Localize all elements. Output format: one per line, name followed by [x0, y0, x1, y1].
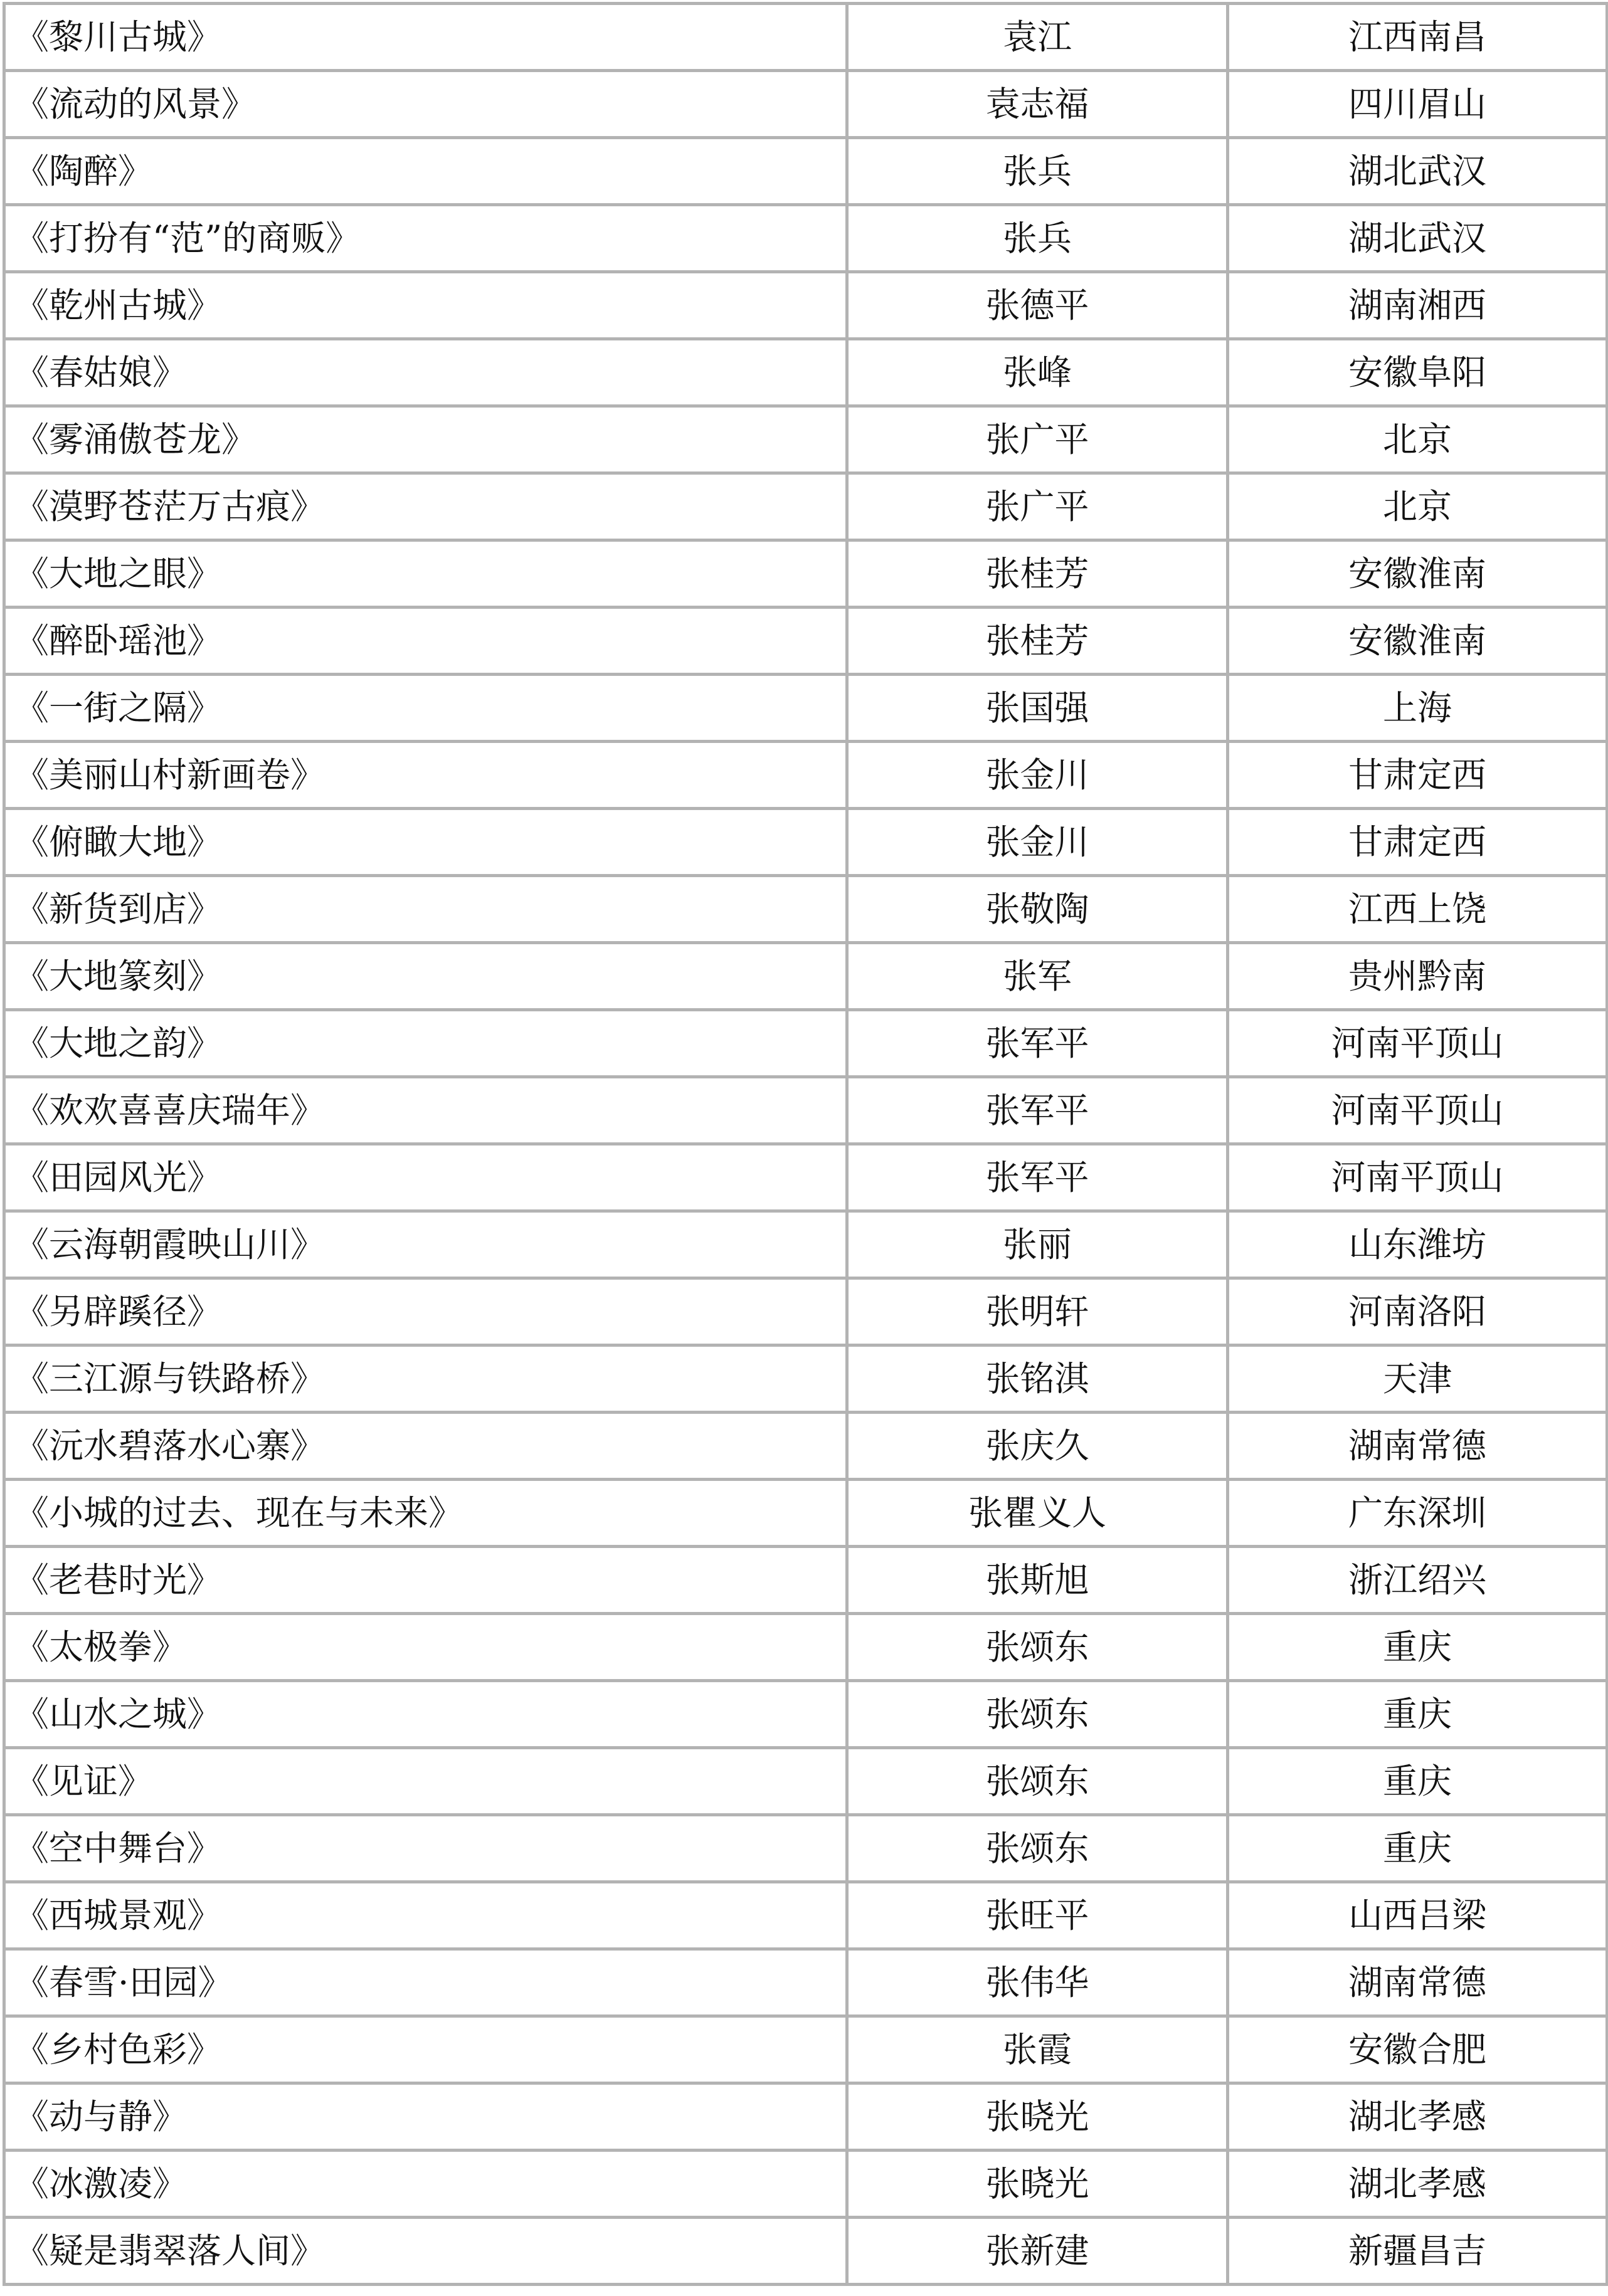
region-cell: 重庆 — [1228, 1748, 1607, 1815]
title-cell: 《漠野苍茫万古痕》 — [4, 473, 847, 540]
author-cell: 张桂芳 — [847, 608, 1228, 675]
region-cell: 安徽淮南 — [1228, 608, 1607, 675]
region-cell: 安徽阜阳 — [1228, 339, 1607, 406]
region-cell: 河南平顶山 — [1228, 1010, 1607, 1077]
author-cell: 张兵 — [847, 205, 1228, 272]
table-row — [4, 71, 1607, 138]
region-cell: 浙江绍兴 — [1228, 1547, 1607, 1614]
title-cell: 《田园风光》 — [4, 1144, 847, 1211]
table-row — [4, 1278, 1607, 1345]
title-cell: 《乡村色彩》 — [4, 2016, 847, 2083]
title-cell: 《见证》 — [4, 1748, 847, 1815]
title-cell: 《疑是翡翠落人间》 — [4, 2218, 847, 2285]
author-cell: 张广平 — [847, 473, 1228, 540]
title-cell: 《流动的风景》 — [4, 71, 847, 138]
author-cell: 张丽 — [847, 1211, 1228, 1278]
title-cell: 《太极拳》 — [4, 1614, 847, 1681]
title-cell: 《冰激凌》 — [4, 2151, 847, 2218]
title-cell: 《沅水碧落水心寨》 — [4, 1413, 847, 1480]
table-row — [4, 608, 1607, 675]
author-cell: 张晓光 — [847, 2151, 1228, 2218]
author-cell: 张明轩 — [847, 1278, 1228, 1345]
table-row — [4, 1345, 1607, 1413]
region-cell: 江西南昌 — [1228, 4, 1607, 71]
region-cell: 安徽合肥 — [1228, 2016, 1607, 2083]
author-cell: 张颂东 — [847, 1614, 1228, 1681]
table-row — [4, 1010, 1607, 1077]
region-cell: 湖南常德 — [1228, 1413, 1607, 1480]
region-cell: 江西上饶 — [1228, 876, 1607, 943]
region-cell: 天津 — [1228, 1345, 1607, 1413]
region-cell: 安徽淮南 — [1228, 540, 1607, 608]
title-cell: 《乾州古城》 — [4, 272, 847, 339]
region-cell: 广东深圳 — [1228, 1480, 1607, 1547]
table-row — [4, 1949, 1607, 2016]
author-cell: 袁江 — [847, 4, 1228, 71]
table-row — [4, 1077, 1607, 1144]
table-row — [4, 1547, 1607, 1614]
title-cell: 《打扮有“范”的商贩》 — [4, 205, 847, 272]
title-cell: 《醉卧瑶池》 — [4, 608, 847, 675]
title-cell: 《云海朝霞映山川》 — [4, 1211, 847, 1278]
table-row — [4, 2016, 1607, 2083]
region-cell: 贵州黔南 — [1228, 943, 1607, 1010]
title-cell: 《大地之眼》 — [4, 540, 847, 608]
region-cell: 甘肃定西 — [1228, 809, 1607, 876]
table-row — [4, 339, 1607, 406]
author-cell: 张军平 — [847, 1077, 1228, 1144]
author-cell: 张金川 — [847, 809, 1228, 876]
author-cell: 张德平 — [847, 272, 1228, 339]
region-cell: 北京 — [1228, 406, 1607, 473]
region-cell: 湖南湘西 — [1228, 272, 1607, 339]
author-cell: 张军平 — [847, 1144, 1228, 1211]
region-cell: 河南平顶山 — [1228, 1077, 1607, 1144]
table-row — [4, 809, 1607, 876]
table-row — [4, 205, 1607, 272]
title-cell: 《美丽山村新画卷》 — [4, 742, 847, 809]
author-cell: 张国强 — [847, 675, 1228, 742]
region-cell: 湖北孝感 — [1228, 2083, 1607, 2151]
title-cell: 《欢欢喜喜庆瑞年》 — [4, 1077, 847, 1144]
title-cell: 《空中舞台》 — [4, 1815, 847, 1882]
author-cell: 张军平 — [847, 1010, 1228, 1077]
title-cell: 《新货到店》 — [4, 876, 847, 943]
table-row — [4, 876, 1607, 943]
table-row — [4, 2151, 1607, 2218]
title-cell: 《老巷时光》 — [4, 1547, 847, 1614]
table-row — [4, 742, 1607, 809]
author-cell: 袁志福 — [847, 71, 1228, 138]
region-cell: 上海 — [1228, 675, 1607, 742]
region-cell: 河南平顶山 — [1228, 1144, 1607, 1211]
author-cell: 张旺平 — [847, 1882, 1228, 1949]
author-cell: 张金川 — [847, 742, 1228, 809]
title-cell: 《雾涌傲苍龙》 — [4, 406, 847, 473]
region-cell: 山东潍坊 — [1228, 1211, 1607, 1278]
table-row — [4, 2218, 1607, 2285]
title-cell: 《山水之城》 — [4, 1681, 847, 1748]
title-cell: 《西城景观》 — [4, 1882, 847, 1949]
author-cell: 张颂东 — [847, 1815, 1228, 1882]
region-cell: 新疆昌吉 — [1228, 2218, 1607, 2285]
region-cell: 湖南常德 — [1228, 1949, 1607, 2016]
region-cell: 北京 — [1228, 473, 1607, 540]
author-cell: 张颂东 — [847, 1748, 1228, 1815]
author-cell: 张广平 — [847, 406, 1228, 473]
title-cell: 《春姑娘》 — [4, 339, 847, 406]
table-body — [4, 4, 1607, 2285]
table-row — [4, 1748, 1607, 1815]
title-cell: 《大地篆刻》 — [4, 943, 847, 1010]
region-cell: 山西吕梁 — [1228, 1882, 1607, 1949]
title-cell: 《另辟蹊径》 — [4, 1278, 847, 1345]
table-row — [4, 1614, 1607, 1681]
author-cell: 张瞿义人 — [847, 1480, 1228, 1547]
table-row — [4, 1413, 1607, 1480]
table-row — [4, 2083, 1607, 2151]
author-cell: 张敬陶 — [847, 876, 1228, 943]
table-row — [4, 4, 1607, 71]
author-cell: 张霞 — [847, 2016, 1228, 2083]
title-cell: 《小城的过去、现在与未来》 — [4, 1480, 847, 1547]
table-row — [4, 406, 1607, 473]
region-cell: 甘肃定西 — [1228, 742, 1607, 809]
table-row — [4, 1480, 1607, 1547]
region-cell: 四川眉山 — [1228, 71, 1607, 138]
region-cell: 重庆 — [1228, 1815, 1607, 1882]
author-cell: 张兵 — [847, 138, 1228, 205]
author-cell: 张晓光 — [847, 2083, 1228, 2151]
author-cell: 张庆久 — [847, 1413, 1228, 1480]
title-cell: 《三江源与铁路桥》 — [4, 1345, 847, 1413]
title-cell: 《俯瞰大地》 — [4, 809, 847, 876]
table-row — [4, 1815, 1607, 1882]
region-cell: 河南洛阳 — [1228, 1278, 1607, 1345]
table-row — [4, 943, 1607, 1010]
region-cell: 湖北武汉 — [1228, 138, 1607, 205]
author-cell: 张桂芳 — [847, 540, 1228, 608]
table-row — [4, 540, 1607, 608]
title-cell: 《黎川古城》 — [4, 4, 847, 71]
region-cell: 湖北武汉 — [1228, 205, 1607, 272]
table-row — [4, 675, 1607, 742]
table-row — [4, 1882, 1607, 1949]
author-cell: 张军 — [847, 943, 1228, 1010]
region-cell: 重庆 — [1228, 1614, 1607, 1681]
table-row — [4, 272, 1607, 339]
title-cell: 《动与静》 — [4, 2083, 847, 2151]
table-row — [4, 1211, 1607, 1278]
table-row — [4, 1144, 1607, 1211]
author-cell: 张新建 — [847, 2218, 1228, 2285]
region-cell: 重庆 — [1228, 1681, 1607, 1748]
author-cell: 张峰 — [847, 339, 1228, 406]
title-cell: 《陶醉》 — [4, 138, 847, 205]
author-cell: 张伟华 — [847, 1949, 1228, 2016]
author-cell: 张铭淇 — [847, 1345, 1228, 1413]
title-cell: 《一街之隔》 — [4, 675, 847, 742]
author-cell: 张斯旭 — [847, 1547, 1228, 1614]
title-cell: 《春雪·田园》 — [4, 1949, 847, 2016]
region-cell: 湖北孝感 — [1228, 2151, 1607, 2218]
title-cell: 《大地之韵》 — [4, 1010, 847, 1077]
entries-table — [3, 2, 1608, 2286]
table-row — [4, 138, 1607, 205]
table-row — [4, 1681, 1607, 1748]
author-cell: 张颂东 — [847, 1681, 1228, 1748]
table-row — [4, 473, 1607, 540]
